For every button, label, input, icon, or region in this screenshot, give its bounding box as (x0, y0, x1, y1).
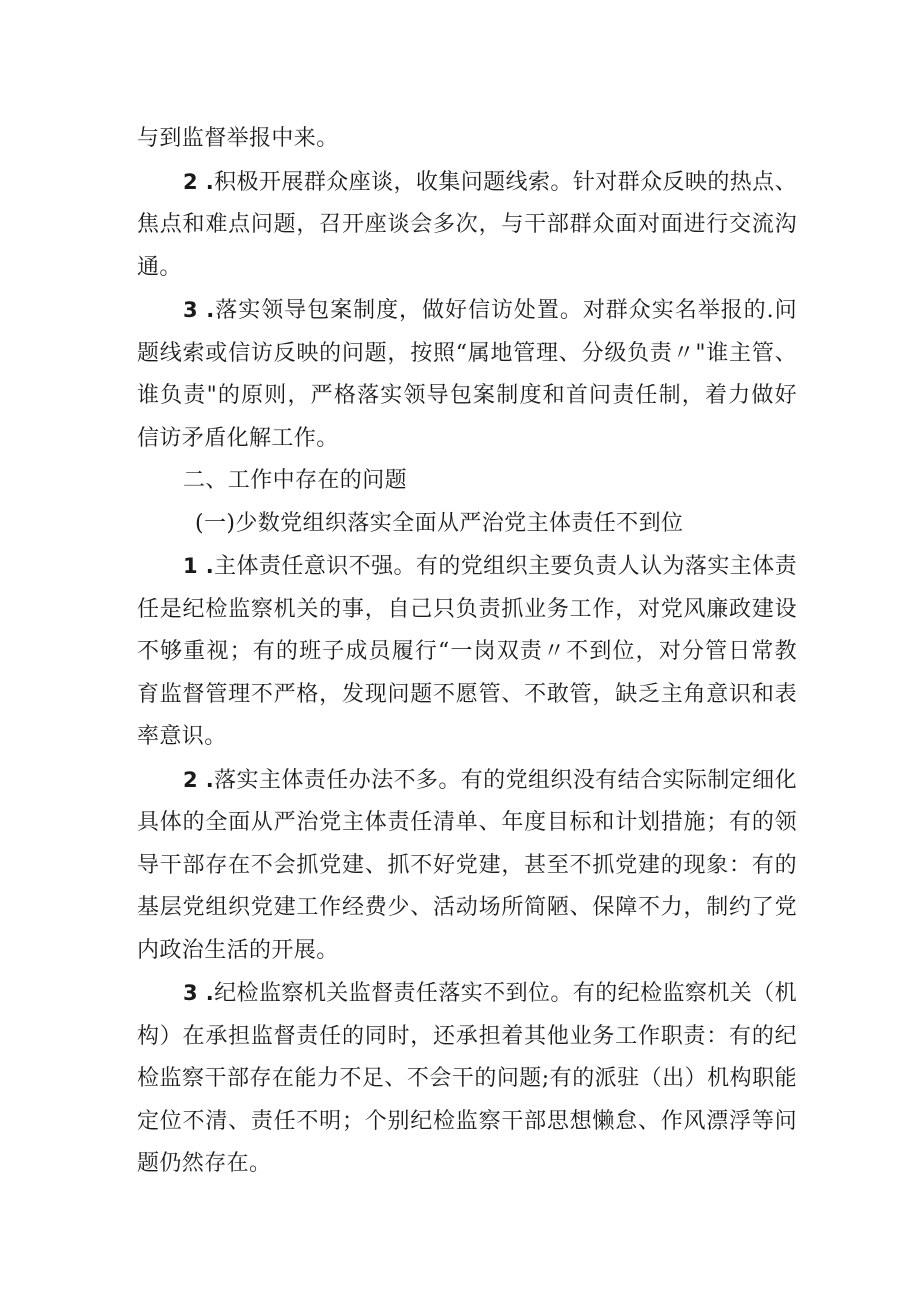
section-heading-text: 二、工作中存在的问题 (183, 468, 408, 493)
paragraph-item-3-petition (137, 289, 797, 460)
subsection-heading-text: (一)少数党组织落实全面从严治党主体责任不到位 (195, 510, 684, 536)
item-number: 2 . (183, 169, 215, 194)
paragraph-item-1-awareness (137, 545, 797, 759)
paragraph-text: 积极开展群众座谈，收集问题线索。针对群众反映的热点、焦点和难点问题，召开座谈会多次，与干部群众面对面进行交流沟通。 (137, 169, 797, 280)
paragraph-item-3-supervision (137, 972, 797, 1186)
paragraph-text: 落实领导包案制度，做好信访处置。对群众实名举报的.问题线索或信访反映的问题，按照“属地管理、分级负责〃"谁主管、谁负责"的原则，严格落实领导包案制度和首问责任制，着力做好信访矛盾化解工作。 (137, 298, 797, 451)
item-number: 3 . (183, 298, 215, 322)
paragraph-item-2-methods (137, 759, 797, 973)
item-number: 3 . (183, 981, 215, 1005)
paragraph-continuation (137, 118, 797, 161)
section-heading (137, 460, 797, 503)
document-page (137, 118, 797, 1186)
subsection-heading (137, 503, 797, 546)
paragraph-text: 落实主体责任办法不多。有的党组织没有结合实际制定细化具体的全面从严治党主体责任清单、年度目标和计划措施；有的领导干部存在不会抓党建、抓不好党建，甚至不抓党建的现象：有的基层党组织党建工作经费少、活动场所简陋、保障不力，制约了党内政治生活的开展。 (137, 767, 797, 963)
paragraph-item-2-hotline (137, 161, 797, 290)
item-number: 1 . (183, 554, 215, 578)
item-number: 2 . (183, 767, 215, 792)
paragraph-text: 主体责任意识不强。有的党组织主要负责人认为落实主体责任是纪检监察机关的事，自己只负责抓业务工作，对党风廉政建设不够重视；有的班子成员履行“一岗双责〃不到位，对分管日常教育监督管理不严格，发现问题不愿管、不敢管，缺乏主角意识和表率意识。 (137, 554, 797, 749)
paragraph-text: 纪检监察机关监督责任落实不到位。有的纪检监察机关（机构）在承担监督责任的同时，还承担着其他业务工作职责：有的纪检监察干部存在能力不足、不会干的问题;有的派驻（出）机构职能定位不清、责任不明；个别纪检监察干部思想懒怠、作风漂浮等问题仍然存在。 (137, 981, 797, 1176)
paragraph-text: 与到监督举报中来。 (137, 126, 339, 151)
